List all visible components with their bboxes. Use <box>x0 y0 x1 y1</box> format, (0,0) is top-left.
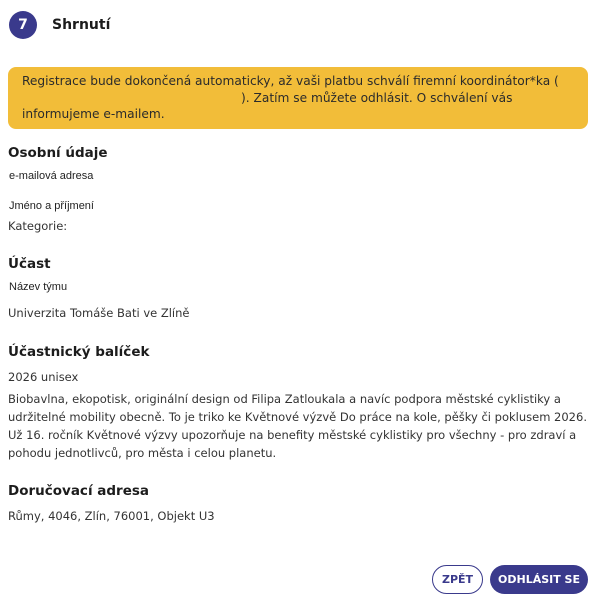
team-value: Univerzita Tomáše Bati ve Zlíně <box>8 306 190 320</box>
step-title: Shrnutí <box>52 17 111 33</box>
step-number-badge: 7 <box>9 11 37 39</box>
step-header <box>9 11 110 39</box>
name-label: Jméno a příjmení <box>9 200 94 212</box>
team-label: Název týmu <box>9 281 68 293</box>
package-section-title: Účastnický balíček <box>8 344 150 360</box>
package-item: 2026 unisex <box>8 370 79 384</box>
package-description: Biobavlna, ekopotisk, originální design od Filipa Zatloukala a navíc podpora městské cyklistiky a udržitelné mobility obecně. To je triko ke Květnové výzvě Do práce na kole, pěšky či poklusem 2026. Už 16. ročník Květnové výzvy upozorňuje na benefity městské cyklistiky pro všechny - pro zdraví a pohodu jednotlivců, pro města i celou planetu. <box>8 392 587 460</box>
category-label: Kategorie: <box>8 219 68 233</box>
email-label: e-mailová adresa <box>9 170 94 182</box>
unregister-button[interactable]: ODHLÁSIT SE <box>490 565 588 594</box>
notice-text-after: ). Zatím se můžete odhlásit. O schválení vás informujeme e-mailem. <box>22 90 513 121</box>
back-button[interactable]: ZPĚT <box>432 565 483 594</box>
participation-section-title: Účast <box>8 256 51 272</box>
personal-section-title: Osobní údaje <box>8 145 108 161</box>
notice-text-before: Registrace bude dokončená automaticky, až vaši platbu schválí firemní koordinátor*ka ( <box>22 74 559 88</box>
approval-notice <box>8 67 588 129</box>
delivery-section-title: Doručovací adresa <box>8 483 149 499</box>
delivery-address: Růmy, 4046, Zlín, 76001, Objekt U3 <box>8 509 215 523</box>
